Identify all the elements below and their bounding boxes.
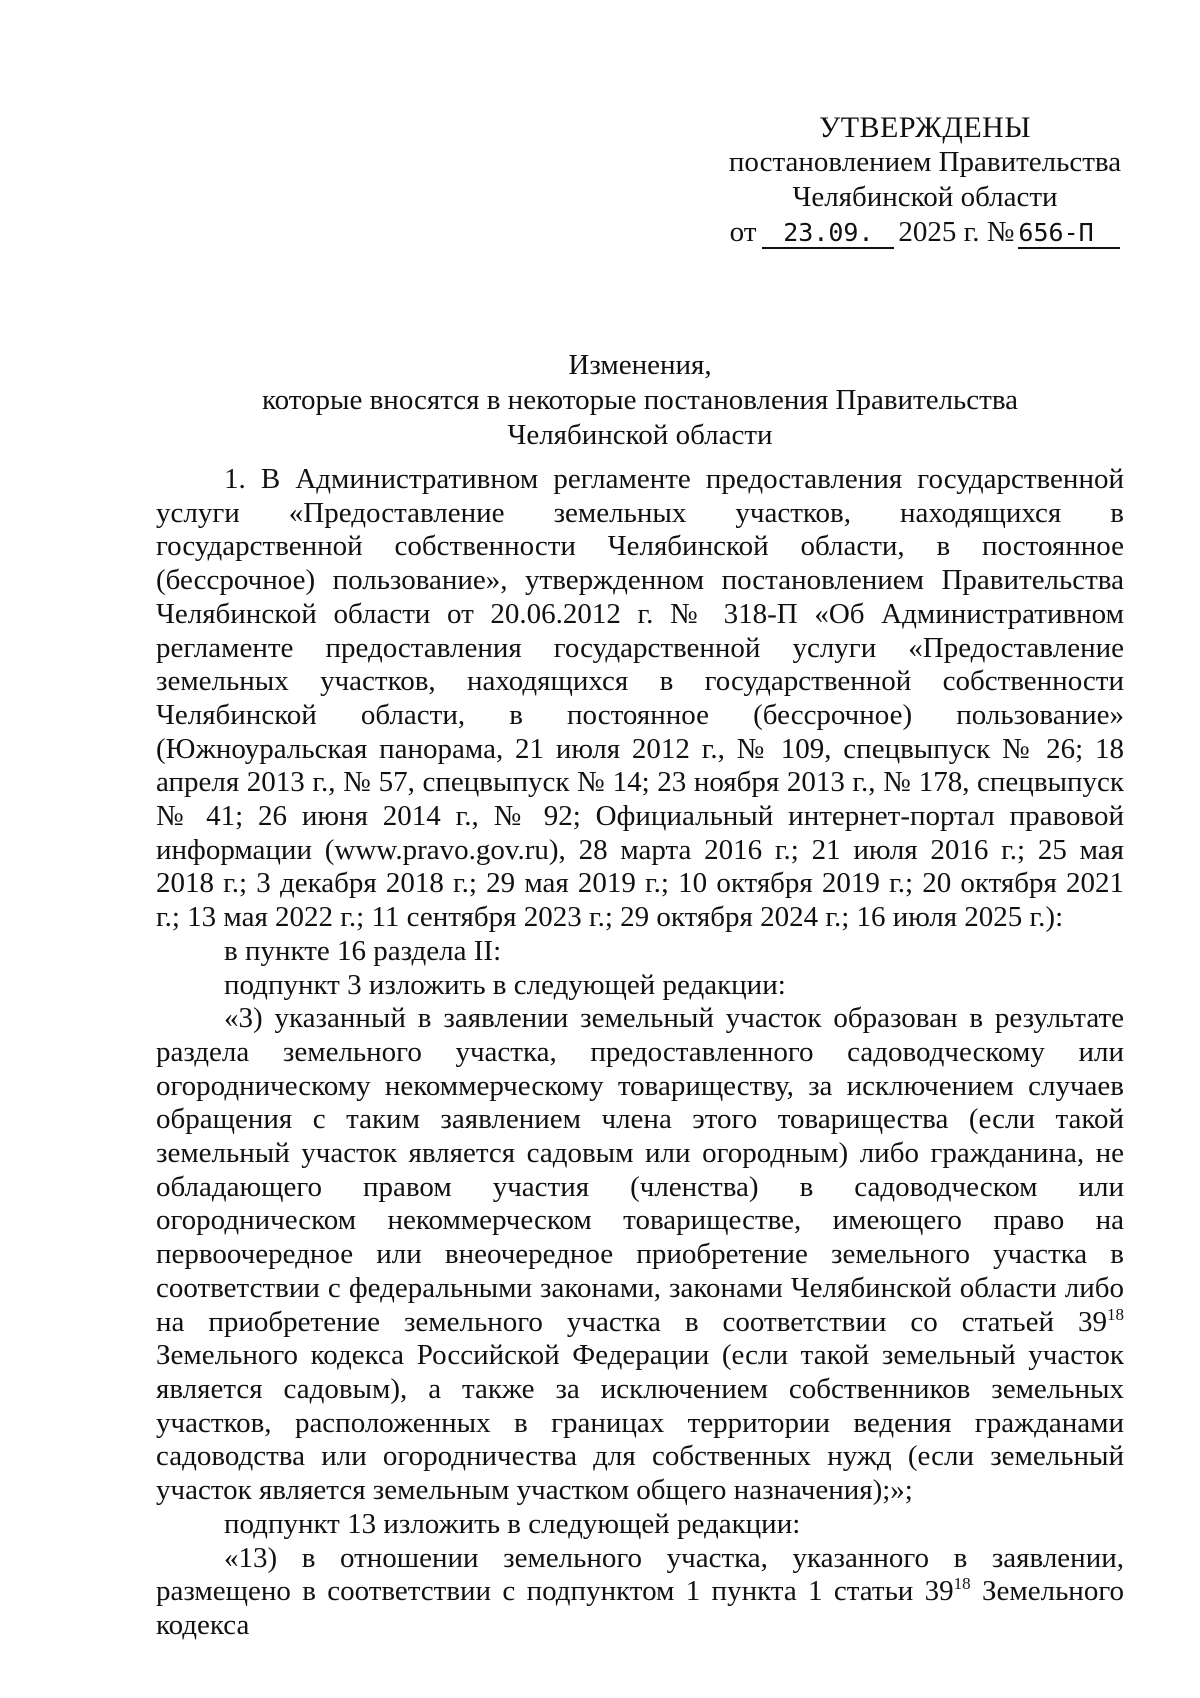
paragraph-4-text-a: «3) указанный в заявлении земельный участок образован в результате раздела земельного участка, предоставленного садоводческому или огородническому некоммерческому товариществу, за исключением случаев обращения с таким заявлением члена этого товарищества (если такой земельный участок является садовым или огородным) либо гражданина, не обладающего правом участия (членства) в садоводческом или огородническом некоммерческом товариществе, имеющего право на первоочередное или внеочередное приобретение земельного участка в соответствии с федеральными законами, законами Челябинской области либо на приобретение земельного участка в соответствии со статьей 39 bbox=[156, 1002, 1124, 1338]
approval-block bbox=[720, 110, 1130, 250]
approval-number: 656-П bbox=[1018, 219, 1120, 249]
article-superscript: 18 bbox=[953, 1574, 971, 1594]
approval-year-label: 2025 г. № bbox=[898, 216, 1015, 248]
approval-region: Челябинской области bbox=[792, 181, 1058, 213]
paragraph-1: 1. В Административном регламенте предоставления государственной услуги «Предоставление земельных участков, находящихся в государственной собственности Челябинской области, в постоянное (бессрочное) пользование», утвержденном постановлением Правительства Челябинской области от 20.06.2012 г. № 318-П «Об Административном регламенте предоставления государственной услуги «Предоставление земельных участков, находящихся в государственной собственности Челябинской области, в постоянное (бессрочное) пользование» (Южноуральская панорама, 21 июля 2012 г., № 109, спецвыпуск № 26; 18 апреля 2013 г., № 57, спецвыпуск № 14; 23 ноября 2013 г., № 178, спецвыпуск № 41; 26 июня 2014 г., № 92; Официальный интернет-портал правовой информации (www.pravo.gov.ru), 28 марта 2016 г.; 21 июля 2016 г.; 25 мая 2018 г.; 3 декабря 2018 г.; 29 мая 2019 г.; 10 октября 2019 г.; 20 октября 2021 г.; 13 мая 2022 г.; 11 сентября 2023 г.; 29 октября 2024 г.; 16 июля 2025 г.): bbox=[156, 463, 1124, 934]
approval-heading: УТВЕРЖДЕНЫ bbox=[818, 111, 1032, 144]
paragraph-3: подпункт 3 изложить в следующей редакции: bbox=[224, 968, 786, 1001]
title-line-3: Челябинской области bbox=[507, 419, 773, 451]
title-line-2: которые вносятся в некоторые постановления Правительства bbox=[261, 384, 1019, 416]
title-line-1: Изменения, bbox=[568, 349, 712, 381]
paragraph-6-text-b: Земельного кодекса bbox=[156, 1575, 1125, 1641]
approval-date: 23.09. bbox=[762, 219, 894, 249]
approval-date-line bbox=[720, 215, 1130, 250]
paragraph-6 bbox=[156, 1542, 1124, 1643]
article-superscript: 18 bbox=[1107, 1304, 1124, 1324]
paragraph-2: в пункте 16 раздела II: bbox=[224, 934, 502, 967]
paragraph-4 bbox=[156, 1002, 1124, 1508]
paragraph-4-text-b: Земельного кодекса Российской Федерации (если такой земельный участок является садовым), а также за исключением собственников земельных участков, расположенных в границах территории ведения гражданами садоводства или огородничества для собственных нужд (если земельный участок является земельным участком общего назначения);»; bbox=[156, 1339, 1124, 1507]
document-title bbox=[150, 348, 1130, 453]
paragraph-6-text-a: «13) в отношении земельного участка, указанного в заявлении, размещено в соответствии с подпунктом 1 пункта 1 статьи 39 bbox=[156, 1541, 1124, 1608]
approval-issuer: постановлением Правительства bbox=[728, 146, 1122, 178]
document-body bbox=[156, 463, 1124, 1643]
approval-from-label: от bbox=[729, 216, 757, 248]
paragraph-5: подпункт 13 изложить в следующей редакции: bbox=[224, 1507, 801, 1540]
